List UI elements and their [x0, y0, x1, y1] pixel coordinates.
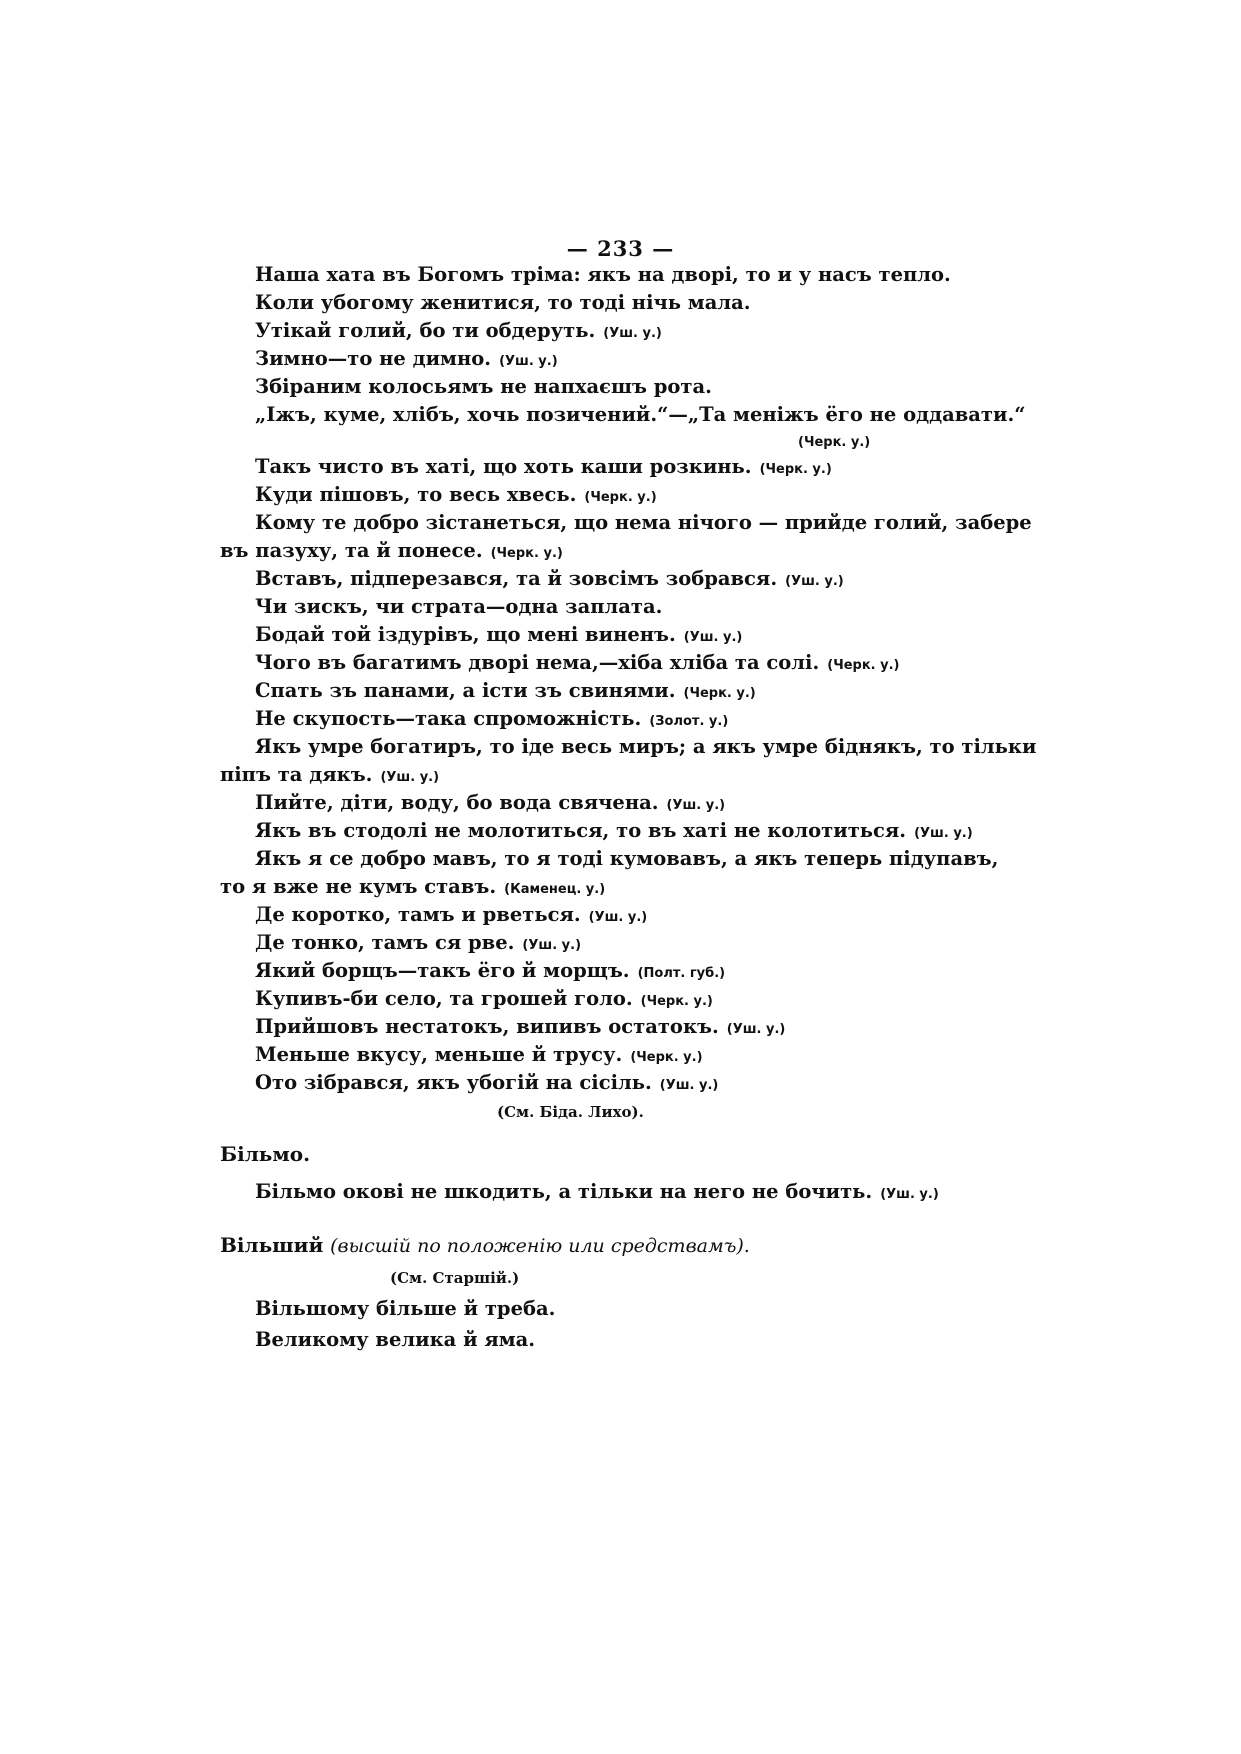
source-label: (Черк. у.) — [630, 1050, 703, 1065]
proverb-line — [255, 623, 742, 650]
proverb-text: Кому те добро зістанеться, що нема нічого — прийде голий, забере — [255, 511, 1032, 534]
proverb-text: Бодай той іздурівъ, що мені виненъ. — [255, 623, 676, 646]
proverb-text: Не скупость—така спроможність. — [255, 707, 642, 730]
proverb-line — [255, 707, 728, 734]
proverb-text: Меньше вкусу, меньше й трусу. — [255, 1043, 623, 1066]
proverb-text: Пийте, діти, воду, бо вода свячена. — [255, 791, 659, 814]
proverb-text: Наша хата въ Богомъ тріма: якъ на дворі, то и у насъ тепло. — [255, 263, 951, 286]
proverb-text: Збіраним колосьямъ не напхаєшъ рота. — [255, 375, 712, 398]
proverb-line — [255, 595, 662, 619]
proverb-text: Якъ умре богатиръ, то іде весь миръ; а якъ умре біднякъ, то тільки — [255, 735, 1037, 758]
proverb-text: Такъ чисто въ хаті, що хоть каши розкинь. — [255, 455, 752, 478]
proverb-line — [220, 875, 605, 902]
proverb-text: Утікай голий, бо ти обдеруть. — [255, 319, 596, 342]
source-label: (Уш. у.) — [726, 1022, 786, 1037]
proverb-line — [255, 847, 998, 871]
source-label: (Уш. у.) — [666, 798, 726, 813]
proverb-line — [255, 483, 657, 510]
proverb-line — [255, 1297, 555, 1321]
proverb-text: Ото зібрався, якъ убогій на сісіль. — [255, 1071, 652, 1094]
proverb-line — [255, 735, 1036, 759]
proverb-line — [255, 347, 558, 374]
source-label: (Уш. у.) — [522, 938, 582, 953]
section-heading: Вільший — [220, 1233, 324, 1257]
proverb-line — [255, 291, 751, 315]
proverb-text: Чого въ багатимъ дворі нема,—хіба хліба та солі. — [255, 651, 820, 674]
proverb-text: Більмо окові не шкодить, а тільки на него не бочить. — [255, 1180, 873, 1203]
proverb-text: Вільшому більше й треба. — [255, 1297, 556, 1320]
proverb-line — [255, 263, 951, 287]
source-label: (Черк. у.) — [759, 462, 832, 477]
proverb-text: Де тонко, тамъ ся рве. — [255, 931, 515, 954]
proverb-text: Якъ въ стодолі не молотиться, то въ хаті не колотиться. — [255, 819, 907, 842]
proverb-line — [255, 987, 713, 1014]
section-heading-line — [220, 1233, 750, 1258]
source-label: (Черк. у.) — [798, 435, 871, 450]
source-label: (Уш. у.) — [499, 354, 558, 369]
proverb-line — [255, 931, 581, 958]
cross-reference: (См. Біда. Лихо). — [497, 1103, 644, 1121]
proverb-line — [255, 679, 756, 706]
source-label: (Черк. у.) — [584, 490, 657, 505]
source-label: (Уш. у.) — [588, 910, 648, 925]
proverb-text: Чи зискъ, чи страта—одна заплата. — [255, 595, 663, 618]
proverb-line — [790, 428, 870, 455]
source-label: (Черк. у.) — [640, 994, 713, 1009]
source-label: (Золот. у.) — [649, 714, 729, 729]
proverb-text: въ пазуху, та й понесе. — [220, 539, 483, 562]
proverb-line — [255, 1328, 535, 1352]
source-label: (Каменец. у.) — [504, 882, 606, 897]
proverb-text: Великому велика й яма. — [255, 1328, 536, 1351]
proverb-text: Вставъ, підперезався, та й зовсімъ зобрався. — [255, 567, 778, 590]
proverb-text: Якъ я се добро мавъ, то я тоді кумовавъ, а якъ теперь підупавъ, — [255, 847, 999, 870]
proverb-line — [255, 903, 647, 930]
proverb-line — [255, 1071, 718, 1098]
proverb-line — [255, 959, 725, 986]
proverb-line — [255, 819, 973, 846]
proverb-text: Де коротко, тамъ и рветься. — [255, 903, 581, 926]
source-label: (Полт. губ.) — [637, 966, 726, 981]
proverb-line — [255, 511, 1032, 535]
cross-reference: (См. Старшій.) — [390, 1269, 520, 1287]
source-label: (Уш. у.) — [683, 630, 743, 645]
proverb-line — [255, 567, 844, 594]
proverb-line — [220, 539, 563, 566]
proverb-text: піпъ та дякъ. — [220, 763, 373, 786]
proverb-line — [255, 455, 832, 482]
proverb-line — [255, 375, 712, 399]
section-heading: Більмо. — [220, 1142, 311, 1166]
proverb-text: Купивъ-би село, та грошей голо. — [255, 987, 633, 1010]
source-label: (Уш. у.) — [914, 826, 973, 841]
source-label: (Уш. у.) — [659, 1078, 719, 1093]
proverb-text: Прийшовъ нестатокъ, випивъ остатокъ. — [255, 1015, 719, 1038]
proverb-text: Який борщъ—такъ ёго й морщъ. — [255, 959, 630, 982]
source-label: (Уш. у.) — [603, 326, 662, 341]
proverb-line — [255, 319, 662, 346]
proverb-line — [255, 1043, 703, 1070]
proverb-line — [255, 1180, 939, 1207]
source-label: (Уш. у.) — [785, 574, 844, 589]
proverb-line — [255, 1015, 785, 1042]
source-label: (Уш. у.) — [880, 1187, 939, 1202]
proverb-line — [220, 763, 439, 790]
proverb-line — [255, 403, 1025, 427]
proverb-line — [255, 791, 725, 818]
source-label: (Черк. у.) — [827, 658, 900, 673]
proverb-text: Коли убогому женитися, то тоді нічь мала. — [255, 291, 751, 314]
proverb-line — [255, 651, 899, 678]
proverb-text: Спать зъ панами, а істи зъ свинями. — [255, 679, 676, 702]
proverb-text: то я вже не кумъ ставъ. — [220, 875, 497, 898]
proverb-text: „Іжъ, куме, хлібъ, хочь позичений.“—„Та меніжъ ёго не оддавати.“ — [255, 403, 1026, 426]
source-label: (Черк. у.) — [683, 686, 756, 701]
source-label: (Уш. у.) — [380, 770, 440, 785]
page-number: — 233 — — [566, 236, 675, 261]
section-heading-note: (высшій по положенію или средствамъ). — [330, 1235, 750, 1257]
proverb-text: Куди пішовъ, то весь хвесь. — [255, 483, 577, 506]
source-label: (Черк. у.) — [490, 546, 563, 561]
proverb-text: Зимно—то не димно. — [255, 347, 492, 370]
